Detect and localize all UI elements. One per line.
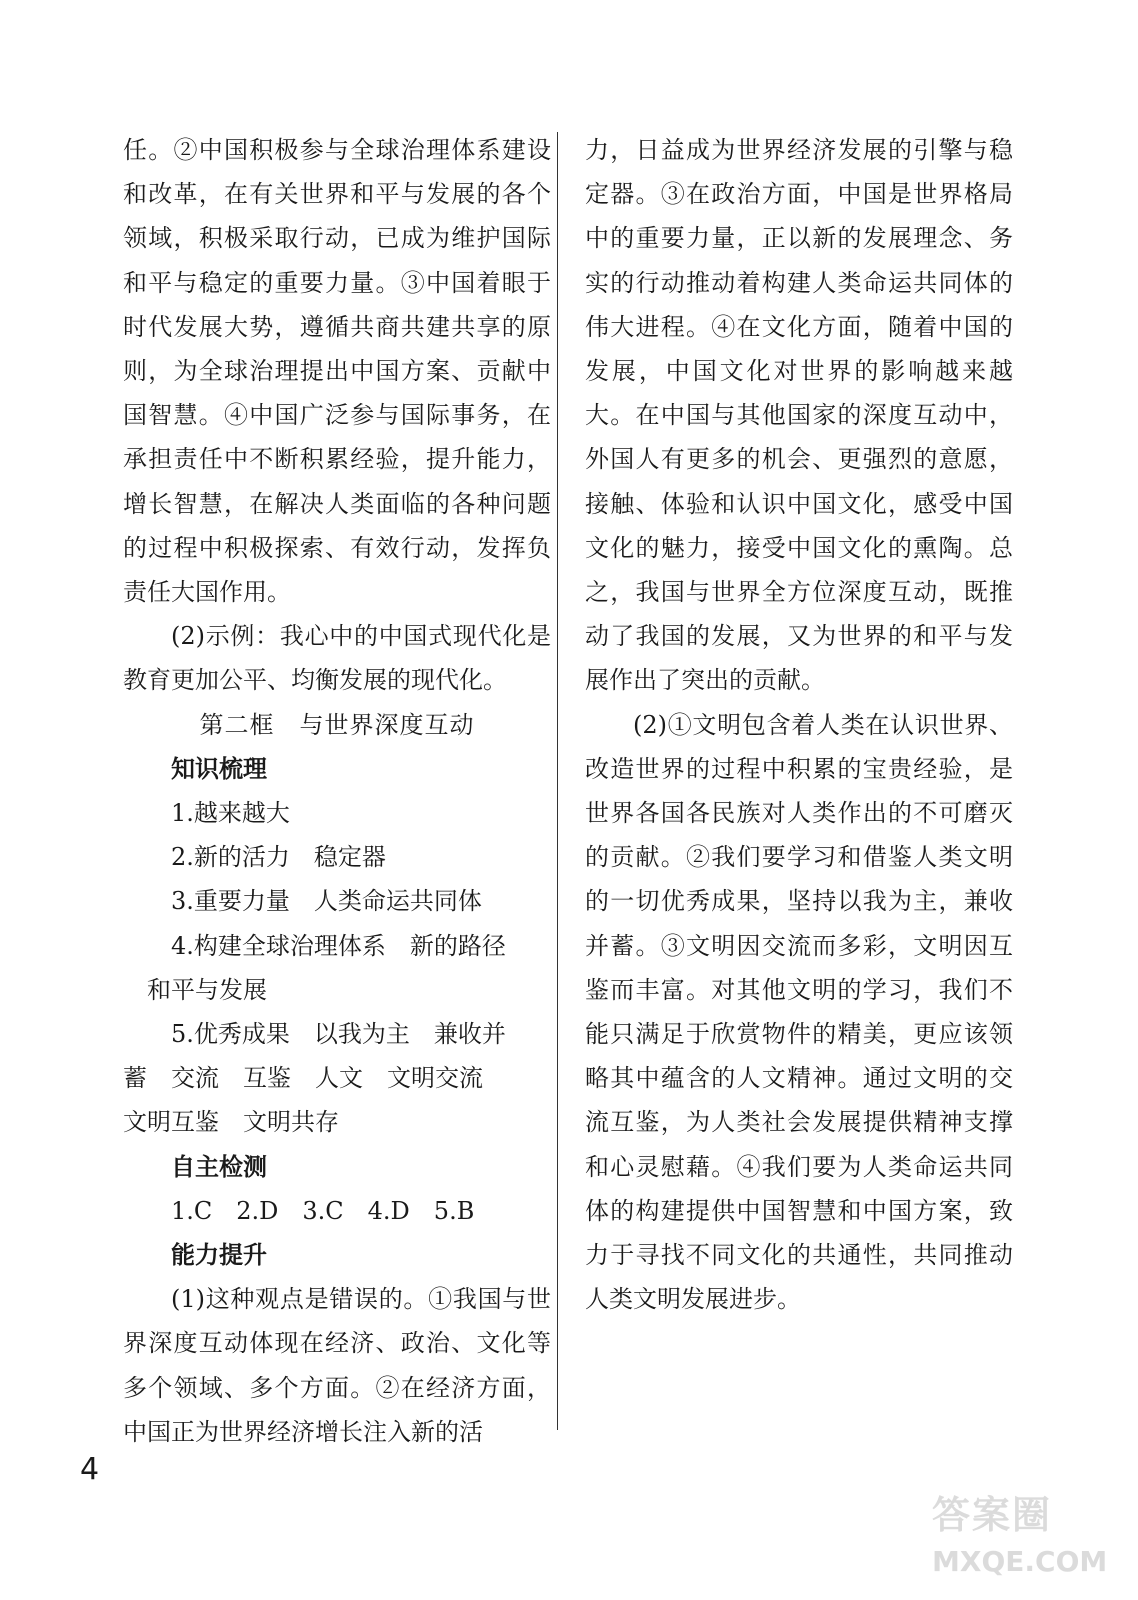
left-text-column — [123, 128, 551, 1454]
paragraph: 3.重要力量 人类命运共同体 — [171, 887, 482, 916]
paragraph: 5.优秀成果 以我为主 兼收并 — [171, 1020, 506, 1049]
paragraph: 和平与发展 — [147, 975, 267, 1004]
paragraph: 任。②中国积极参与全球治理体系建设和改革，在有关世界和平与发展的各个领域，积极采取行动，已成为维护国际和平与稳定的重要力量。③中国着眼于时代发展大势，遵循共商共建共享的原则，为全球治理提出中国方案、贡献中国智慧。④中国广泛参与国际事务，在承担责任中不断积累经验，提升能力，增长智慧，在解决人类面临的各种问题的过程中积极探索、有效行动，发挥负责任大国作用。 — [123, 136, 551, 607]
paragraph: 4.构建全球治理体系 新的路径 — [171, 931, 506, 960]
paragraph: 文明互鉴 文明共存 — [123, 1108, 339, 1137]
paragraph: (1)这种观点是错误的。①我国与世界深度互动体现在经济、政治、文化等多个领域、多个方面。②在经济方面，中国正为世界经济增长注入新的活 — [123, 1285, 551, 1446]
watermark-url: MXQE.COM — [932, 1545, 1108, 1578]
section-heading: 自主检测 — [171, 1152, 267, 1181]
subsection-title: 第二框 与世界深度互动 — [199, 710, 475, 739]
paragraph: 2.新的活力 稳定器 — [171, 843, 386, 872]
paragraph: 1.越来越大 — [171, 799, 290, 828]
page-number: 4 — [80, 1452, 100, 1487]
paragraph: 1.C 2.D 3.C 4.D 5.B — [171, 1196, 475, 1225]
column-divider — [557, 132, 558, 1430]
paragraph: 蓄 交流 互鉴 人文 文明交流 — [123, 1064, 483, 1093]
watermark-logo — [932, 1488, 1112, 1588]
right-text-column — [585, 128, 1013, 1321]
paragraph: 力，日益成为世界经济发展的引擎与稳定器。③在政治方面，中国是世界格局中的重要力量，正以新的发展理念、务实的行动推动着构建人类命运共同体的伟大进程。④在文化方面，随着中国的发展，中国文化对世界的影响越来越大。在中国与其他国家的深度互动中，外国人有更多的机会、更强烈的意愿，接触、体验和认识中国文化，感受中国文化的魅力，接受中国文化的熏陶。总之，我国与世界全方位深度互动，既推动了我国的发展，又为世界的和平与发展作出了突出的贡献。 — [585, 136, 1013, 695]
section-heading: 能力提升 — [171, 1241, 267, 1270]
watermark-logo-text: 答案圈 — [932, 1493, 1053, 1537]
paragraph: (2)示例：我心中的中国式现代化是教育更加公平、均衡发展的现代化。 — [123, 622, 551, 695]
paragraph: (2)①文明包含着人类在认识世界、改造世界的过程中积累的宝贵经验，是世界各国各民族对人类作出的不可磨灭的贡献。②我们要学习和借鉴人类文明的一切优秀成果，坚持以我为主，兼收并蓄。③文明因交流而多彩，文明因互鉴而丰富。对其他文明的学习，我们不能只满足于欣赏物件的精美，更应该领略其中蕴含的人文精神。通过文明的交流互鉴，为人类社会发展提供精神支撑和心灵慰藉。④我们要为人类命运共同体的构建提供中国智慧和中国方案，致力于寻找不同文化的共通性，共同推动人类文明发展进步。 — [585, 710, 1013, 1314]
section-heading: 知识梳理 — [171, 754, 267, 783]
